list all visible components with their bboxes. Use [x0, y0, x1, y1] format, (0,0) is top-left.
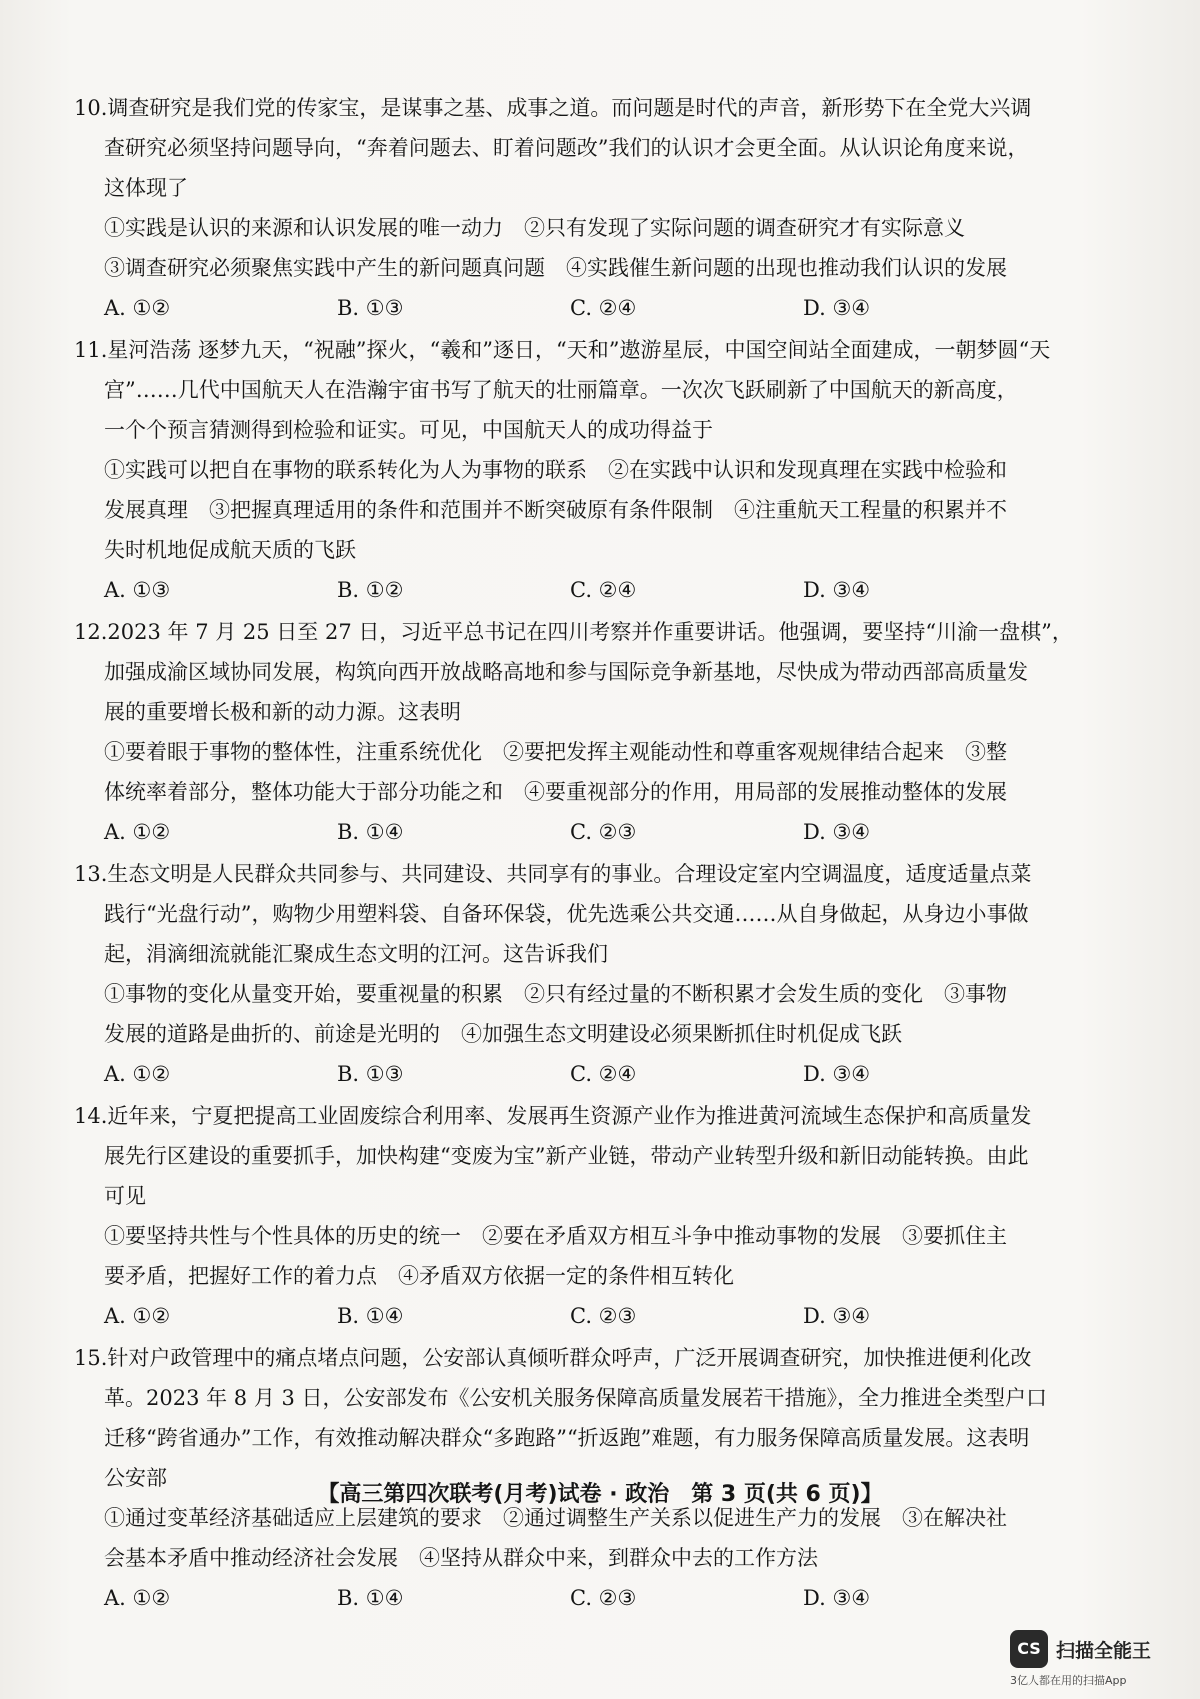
answer-choices — [74, 288, 1084, 328]
stem-line: 一个个预言猜测得到检验和证实。可见，中国航天人的成功得益于 — [104, 418, 713, 442]
question-list — [74, 88, 1084, 1620]
page-footer: 【高三第四次联考(月考)试卷 · 政治 第 3 页(共 6 页)】 — [317, 1482, 883, 1507]
stem-line: 12.2023 年 7 月 25 日至 27 日，习近平总书记在四川考察并作重要讲话。他强调，要坚持“川渝一盘棋”， — [74, 620, 1073, 644]
answer-choices — [74, 1296, 1084, 1336]
option-line: ①要坚持共性与个性具体的历史的统一 ②要在矛盾双方相互斗争中推动事物的发展 ③要抓住主 — [104, 1224, 1007, 1248]
stem-line: 15.针对户政管理中的痛点堵点问题，公安部认真倾听群众呼声，广泛开展调查研究，加快推进便利化改 — [74, 1346, 1032, 1370]
answer-choice-a: A. ①② — [104, 1304, 171, 1328]
option-line: ①要着眼于事物的整体性，注重系统优化 ②要把发挥主观能动性和尊重客观规律结合起来 ③整 — [104, 740, 1007, 764]
option-line: ①实践可以把自在事物的联系转化为人为事物的联系 ②在实践中认识和发现真理在实践中检验和 — [104, 458, 1007, 482]
option-line: ③调查研究必须聚焦实践中产生的新问题真问题 ④实践催生新问题的出现也推动我们认识的发展 — [104, 256, 1007, 280]
stem-line: 革。2023 年 8 月 3 日，公安部发布《公安机关服务保障高质量发展若干措施》，全力推进全类型户口 — [104, 1386, 1048, 1410]
answer-choice-c: C. ②③ — [570, 820, 637, 844]
option-line: 会基本矛盾中推动经济社会发展 ④坚持从群众中来，到群众中去的工作方法 — [104, 1546, 818, 1570]
stem-line: 11.星河浩荡 逐梦九天，“祝融”探火，“羲和”逐日，“天和”遨游星辰，中国空间站全面建成，一朝梦圆“天 — [74, 338, 1051, 362]
question-options — [74, 732, 1084, 812]
question-options — [74, 974, 1084, 1054]
stem-line: 13.生态文明是人民群众共同参与、共同建设、共同享有的事业。合理设定室内空调温度，适度适量点菜 — [74, 862, 1032, 886]
answer-choice-d: D. ③④ — [803, 1304, 871, 1328]
answer-choice-b: B. ①④ — [337, 1586, 404, 1610]
option-line: ①事物的变化从量变开始，要重视量的积累 ②只有经过量的不断积累才会发生质的变化 ③事物 — [104, 982, 1007, 1006]
question-10 — [74, 88, 1084, 328]
answer-choice-b: B. ①④ — [337, 820, 404, 844]
stem-line: 这体现了 — [104, 176, 188, 200]
option-line: 体统率着部分，整体功能大于部分功能之和 ④要重视部分的作用，用局部的发展推动整体的发展 — [104, 780, 1007, 804]
question-stem — [74, 1096, 1084, 1216]
question-stem — [74, 854, 1084, 974]
option-line: ①实践是认识的来源和认识发展的唯一动力 ②只有发现了实际问题的调查研究才有实际意义 — [104, 216, 965, 240]
answer-choice-d: D. ③④ — [803, 1586, 871, 1610]
answer-choice-b: B. ①② — [337, 578, 404, 602]
question-options — [74, 1216, 1084, 1296]
answer-choice-a: A. ①③ — [104, 578, 171, 602]
question-options — [74, 208, 1084, 288]
stem-line: 公安部 — [104, 1466, 167, 1490]
stem-line: 展的重要增长极和新的动力源。这表明 — [104, 700, 461, 724]
answer-choices — [74, 1578, 1084, 1618]
question-options — [74, 1498, 1084, 1578]
answer-choice-a: A. ①② — [104, 1062, 171, 1086]
stem-line: 加强成渝区域协同发展，构筑向西开放战略高地和参与国际竞争新基地，尽快成为带动西部高质量发 — [104, 660, 1028, 684]
answer-choice-c: C. ②④ — [570, 296, 637, 320]
answer-choice-c: C. ②③ — [570, 1304, 637, 1328]
question-stem — [74, 88, 1084, 208]
answer-choice-b: B. ①④ — [337, 1304, 404, 1328]
answer-choices — [74, 570, 1084, 610]
stem-line: 迁移“跨省通办”工作，有效推动解决群众“多跑路”“折返跑”难题，有力服务保障高质量发展。这表明 — [104, 1426, 1030, 1450]
option-line: 发展的道路是曲折的、前途是光明的 ④加强生态文明建设必须果断抓住时机促成飞跃 — [104, 1022, 902, 1046]
stem-line: 践行“光盘行动”，购物少用塑料袋、自备环保袋，优先选乘公共交通……从自身做起，从身边小事做 — [104, 902, 1029, 926]
option-line: 要矛盾，把握好工作的着力点 ④矛盾双方依据一定的条件相互转化 — [104, 1264, 734, 1288]
stem-line: 起，涓滴细流就能汇聚成生态文明的江河。这告诉我们 — [104, 942, 608, 966]
option-line: 发展真理 ③把握真理适用的条件和范围并不断突破原有条件限制 ④注重航天工程量的积累并不 — [104, 498, 1007, 522]
answer-choice-c: C. ②④ — [570, 578, 637, 602]
question-stem — [74, 1338, 1084, 1498]
question-stem — [74, 612, 1084, 732]
scanner-watermark — [1010, 1630, 1180, 1690]
answer-choice-a: A. ①② — [104, 1586, 171, 1610]
answer-choice-a: A. ①② — [104, 820, 171, 844]
answer-choice-d: D. ③④ — [803, 296, 871, 320]
camscanner-logo-icon: CS — [1010, 1630, 1048, 1668]
answer-choice-c: C. ②③ — [570, 1586, 637, 1610]
question-stem — [74, 330, 1084, 450]
answer-choice-d: D. ③④ — [803, 578, 871, 602]
answer-choices — [74, 1054, 1084, 1094]
answer-choice-b: B. ①③ — [337, 1062, 404, 1086]
stem-line: 宫”……几代中国航天人在浩瀚宇宙书写了航天的壮丽篇章。一次次飞跃刷新了中国航天的新高度， — [104, 378, 1018, 402]
question-options — [74, 450, 1084, 570]
answer-choice-d: D. ③④ — [803, 1062, 871, 1086]
option-line: ①通过变革经济基础适应上层建筑的要求 ②通过调整生产关系以促进生产力的发展 ③在解决社 — [104, 1506, 1007, 1530]
stem-line: 10.调查研究是我们党的传家宝，是谋事之基、成事之道。而问题是时代的声音，新形势下在全党大兴调 — [74, 96, 1032, 120]
question-11 — [74, 330, 1084, 610]
answer-choice-b: B. ①③ — [337, 296, 404, 320]
stem-line: 查研究必须坚持问题导向，“奔着问题去、盯着问题改”我们的认识才会更全面。从认识论角度来说， — [104, 136, 1029, 160]
answer-choice-d: D. ③④ — [803, 820, 871, 844]
option-line: 失时机地促成航天质的飞跃 — [104, 538, 356, 562]
answer-choice-a: A. ①② — [104, 296, 171, 320]
answer-choice-c: C. ②④ — [570, 1062, 637, 1086]
answer-choices — [74, 812, 1084, 852]
question-12 — [74, 612, 1084, 852]
watermark-name: 扫描全能王 — [1056, 1640, 1152, 1662]
watermark-tagline: 3亿人都在用的扫描App — [1010, 1674, 1127, 1687]
stem-line: 14.近年来，宁夏把提高工业固废综合利用率、发展再生资源产业作为推进黄河流域生态保护和高质量发 — [74, 1104, 1032, 1128]
question-14 — [74, 1096, 1084, 1336]
stem-line: 可见 — [104, 1184, 146, 1208]
stem-line: 展先行区建设的重要抓手，加快构建“变废为宝”新产业链，带动产业转型升级和新旧动能转换。由此 — [104, 1144, 1029, 1168]
question-13 — [74, 854, 1084, 1094]
